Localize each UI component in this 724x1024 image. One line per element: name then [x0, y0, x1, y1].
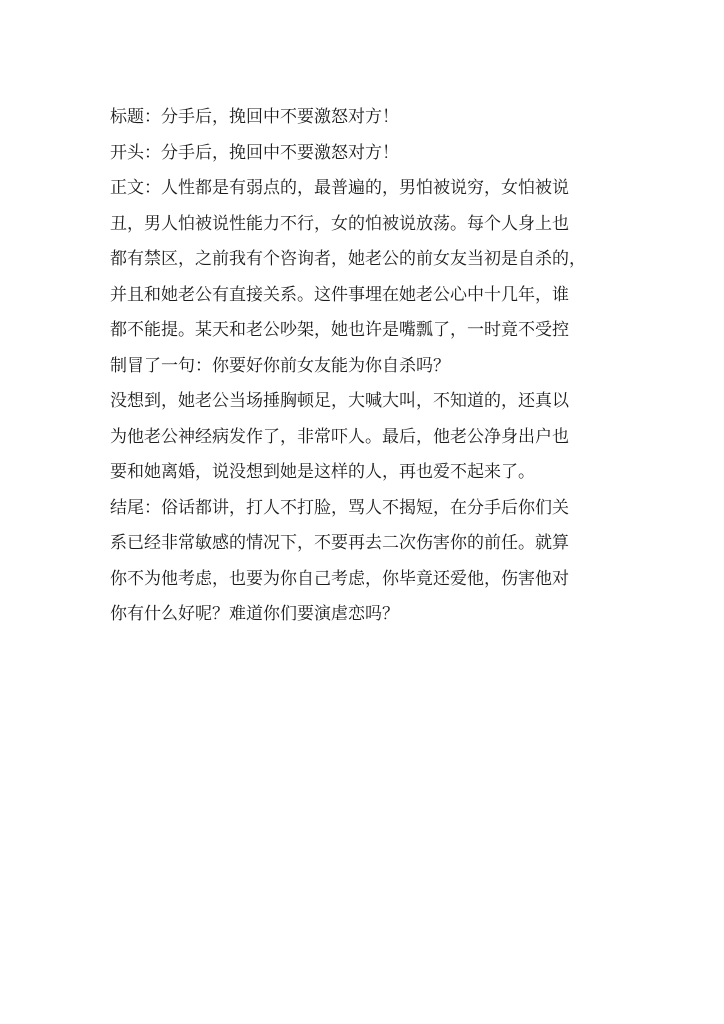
body-line: 丑，男人怕被说性能力不行，女的怕被说放荡。每个人身上也 — [110, 213, 569, 234]
body-line: 并且和她老公有直接关系。这件事埋在她老公心中十几年，谁 — [110, 284, 569, 305]
body-line: 为他老公神经病发作了，非常吓人。最后，他老公净身出户也 — [110, 426, 569, 447]
body-line: 都有禁区，之前我有个咨询者，她老公的前女友当初是自杀的， — [110, 249, 586, 269]
ending-line: 结尾：俗话都讲，打人不打脸，骂人不揭短，在分手后你们关 — [110, 497, 569, 518]
ending-line: 系已经非常敏感的情况下，不要再去二次伤害你的前任。就算 — [110, 533, 569, 553]
body-line: 没想到，她老公当场捶胸顿足，大喊大叫，不知道的，还真以 — [110, 391, 569, 411]
ending-line: 你不为他考虑，也要为你自己考虑，你毕竟还爱他，伤害他对 — [110, 568, 569, 589]
title-line: 标题：分手后，挽回中不要激怒对方！ — [110, 107, 399, 127]
body-line: 要和她离婚，说没想到她是这样的人，再也爱不起来了。 — [110, 462, 535, 482]
body-line: 都不能提。某天和老公吵架，她也许是嘴瓢了，一时竟不受控 — [110, 320, 569, 340]
body-line: 正文：人性都是有弱点的，最普遍的，男怕被说穷，女怕被说 — [110, 178, 569, 198]
ending-line: 你有什么好呢？难道你们要演虐恋吗？ — [110, 604, 399, 624]
body-line: 制冒了一句：你要好你前女友能为你自杀吗？ — [110, 355, 450, 376]
document-body — [110, 100, 630, 633]
opening-line: 开头：分手后，挽回中不要激怒对方！ — [110, 142, 399, 163]
